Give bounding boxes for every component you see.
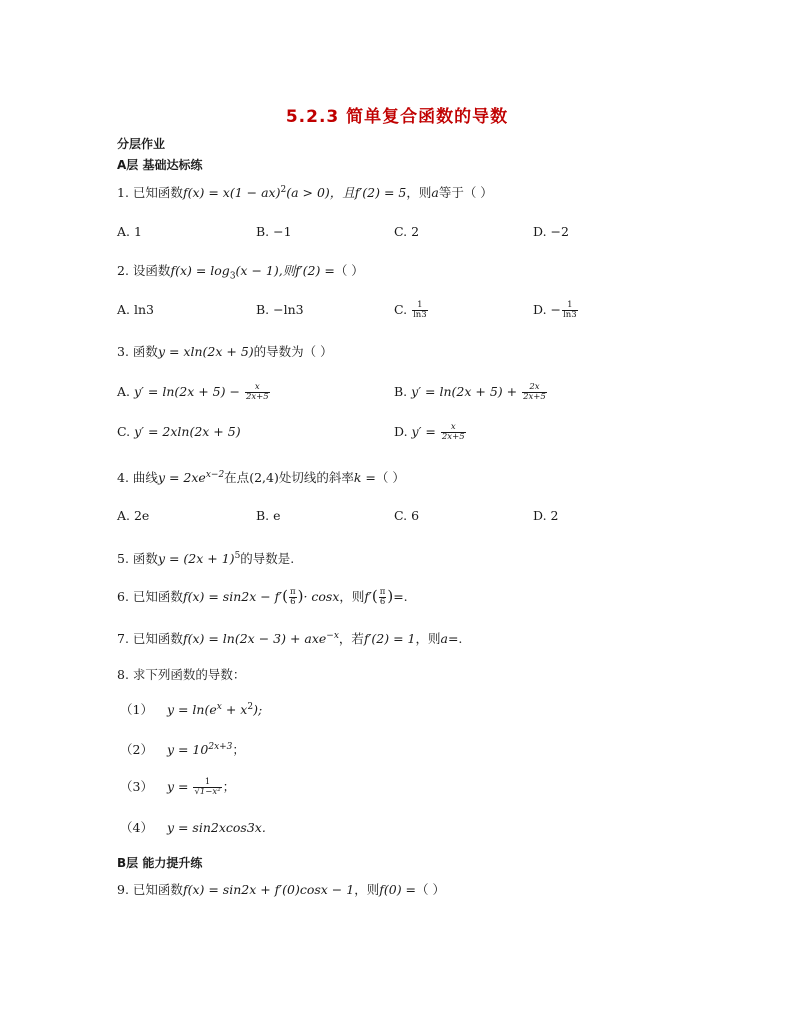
- math-exponent: 2x+3: [208, 742, 233, 752]
- math-expr: f(x) = sin2x + f′(0)cosx − 1: [182, 882, 355, 897]
- math-expr: ；: [222, 779, 236, 794]
- fraction-numerator: 1: [204, 777, 211, 787]
- item-label: （1）: [120, 702, 153, 718]
- q2-option-a: A. ln3: [117, 302, 154, 317]
- option-label: B.: [394, 384, 408, 399]
- question-text: （ ）: [375, 470, 405, 486]
- question-number: 9.: [117, 882, 129, 897]
- fraction: [522, 383, 547, 402]
- option-label: C.: [117, 424, 131, 439]
- math-exponent: 2: [247, 702, 254, 712]
- math-expr: · cosx: [303, 589, 340, 604]
- q1-option-b: B. −1: [256, 224, 292, 239]
- math-expr: f(x) = log: [170, 263, 230, 278]
- page-title: 5.2.3 简单复合函数的导数: [285, 107, 509, 127]
- question-text: 设函数: [132, 263, 171, 278]
- question-text: 函数: [132, 344, 158, 359]
- math-expr: y = ln(e: [166, 702, 217, 718]
- q8-item-2: [120, 737, 245, 760]
- fraction: [441, 423, 466, 442]
- math-exponent: −x: [326, 631, 339, 641]
- fraction-denominator: 6: [379, 597, 386, 607]
- question-number: 3.: [117, 344, 129, 359]
- math-expr: y = (2x + 1): [157, 551, 235, 567]
- question-text: ，则: [339, 589, 365, 604]
- fraction-denominator: 2x+5: [245, 392, 269, 402]
- question-number: 1.: [117, 185, 129, 201]
- math-point: (2,4): [249, 470, 279, 486]
- question-number: 8.: [117, 667, 129, 682]
- option-label: D.: [394, 424, 408, 439]
- question-text: =.: [393, 589, 408, 604]
- fraction-denominator: ln3: [413, 310, 427, 320]
- q3-option-b: [394, 382, 548, 402]
- option-label: D. −: [533, 302, 561, 317]
- question-text: ，则: [415, 631, 441, 647]
- q2-option-c: [394, 300, 429, 320]
- question-text: ，若: [338, 631, 364, 647]
- item-label: （4）: [120, 820, 153, 835]
- math-expr: y′ =: [411, 424, 436, 439]
- q4-option-a: A. 2e: [117, 508, 150, 523]
- paren-close: ): [387, 587, 394, 605]
- question-text: （ ）: [334, 263, 364, 278]
- math-exponent: x: [216, 702, 222, 712]
- math-expr: ；: [232, 742, 245, 758]
- math-expr: f(x) = ln(2x − 3) + axe: [182, 631, 327, 647]
- q2-option-b: B. −ln3: [256, 302, 304, 317]
- q8-item-4: [120, 818, 266, 838]
- question-text: （ ）: [416, 882, 445, 897]
- fraction-numerator: 1: [417, 300, 423, 310]
- question-text: 求下列函数的导数：: [132, 667, 246, 682]
- fraction: [379, 588, 387, 607]
- q2-option-d: [533, 300, 579, 320]
- q3-option-d: [394, 422, 467, 442]
- fraction: [289, 588, 297, 607]
- paren-close: ): [297, 587, 304, 605]
- math-expr: y = 10: [166, 742, 209, 758]
- question-text: 处切线的斜率: [278, 470, 354, 486]
- question-text: ，则: [406, 185, 432, 201]
- fraction-numerator: x: [450, 422, 456, 432]
- math-var: a: [440, 631, 448, 647]
- q8-item-1: [120, 697, 262, 720]
- question-5: [117, 546, 294, 569]
- q1-option-a: A. 1: [117, 224, 142, 239]
- fraction-denominator: 6: [290, 597, 296, 607]
- question-text: 已知函数: [132, 185, 183, 201]
- math-expr: + x: [221, 702, 248, 718]
- math-expr: f′: [364, 589, 372, 604]
- fraction: [193, 778, 221, 797]
- fraction-numerator: π: [290, 587, 296, 597]
- item-label: （2）: [120, 742, 153, 758]
- paren-open: (: [282, 587, 288, 605]
- question-text: 的导数是.: [240, 551, 295, 567]
- fraction-denominator: ln3: [563, 310, 577, 320]
- log-base: 3: [229, 271, 236, 282]
- question-7: [117, 626, 462, 649]
- question-3: [117, 342, 333, 362]
- question-number: 6.: [117, 589, 129, 604]
- math-exponent: x−2: [205, 470, 225, 480]
- fraction-denominator: 2x+5: [523, 392, 546, 402]
- fraction-numerator: 2x: [529, 382, 540, 392]
- math-expr: y = sin2xcos3x.: [166, 820, 266, 835]
- math-expr: f(x) = sin2x − f′: [182, 589, 283, 604]
- section-heading: 分层作业: [117, 137, 166, 151]
- question-text: 已知函数: [132, 589, 183, 604]
- q1-option-c: C. 2: [394, 224, 420, 239]
- question-text: 的导数为（ ）: [253, 344, 333, 359]
- question-text: =.: [447, 631, 463, 647]
- q4-option-b: B. e: [256, 508, 281, 523]
- item-label: （3）: [120, 779, 153, 794]
- math-expr: y = xln(2x + 5): [157, 344, 254, 359]
- question-number: 7.: [117, 631, 129, 647]
- math-expr: f′(2) = 1: [363, 631, 416, 647]
- math-expr: y′ = ln(2x + 5) −: [134, 384, 240, 399]
- question-number: 2.: [117, 263, 129, 278]
- fraction: [412, 301, 428, 320]
- question-text: 在点: [224, 470, 250, 486]
- question-text: ，则: [354, 882, 380, 897]
- math-condition: (a > 0)，且: [286, 185, 355, 201]
- fraction-numerator: x: [254, 382, 260, 392]
- fraction: [245, 383, 270, 402]
- option-label: A.: [117, 384, 131, 399]
- paren-open: (: [371, 587, 378, 605]
- math-expr: k =: [353, 470, 376, 486]
- fraction-denominator: √1−x²: [194, 787, 221, 797]
- question-text: 函数: [132, 551, 158, 567]
- math-var: a: [431, 185, 439, 201]
- question-6: [117, 586, 408, 607]
- q4-option-d: D. 2: [533, 508, 559, 523]
- q8-item-3: [120, 777, 235, 797]
- math-expr: y = 2xe: [157, 470, 206, 486]
- fraction-numerator: π: [379, 587, 386, 597]
- question-number: 5.: [117, 551, 129, 567]
- math-expr: (x − 1),则: [235, 263, 296, 278]
- question-number: 4.: [117, 470, 129, 486]
- math-expr: y′ = 2xln(2x + 5): [134, 424, 241, 439]
- q1-option-d: D. −2: [533, 224, 569, 239]
- question-text: 等于（ ）: [438, 185, 493, 201]
- math-expr: );: [253, 702, 263, 718]
- math-expr: f(x) = x(1 − ax): [182, 185, 281, 201]
- option-label: C.: [394, 302, 408, 317]
- q3-option-c: [117, 422, 241, 442]
- level-a-heading: A层 基础达标练: [117, 158, 203, 172]
- fraction: [562, 301, 578, 320]
- math-expr: f′(2) = 5: [354, 185, 407, 201]
- question-text: 已知函数: [132, 882, 183, 897]
- question-text: 曲线: [132, 470, 158, 486]
- math-expr: f(0) =: [379, 882, 417, 897]
- math-expr: y =: [166, 779, 189, 794]
- q4-option-c: C. 6: [394, 508, 420, 523]
- math-exponent: 5: [234, 551, 241, 561]
- math-expr: y′ = ln(2x + 5) +: [411, 384, 518, 399]
- question-text: 已知函数: [132, 631, 183, 647]
- question-2: [117, 261, 364, 287]
- fraction-denominator: 2x+5: [441, 432, 465, 442]
- math-expr: f′(2) =: [295, 263, 335, 278]
- question-1: [117, 180, 493, 203]
- fraction-numerator: 1: [567, 300, 573, 310]
- q3-option-a: [117, 382, 271, 402]
- question-4: [117, 465, 405, 488]
- level-b-heading: B层 能力提升练: [117, 856, 203, 870]
- question-9: [117, 880, 445, 900]
- math-exponent: 2: [280, 185, 287, 195]
- question-8: [117, 665, 245, 685]
